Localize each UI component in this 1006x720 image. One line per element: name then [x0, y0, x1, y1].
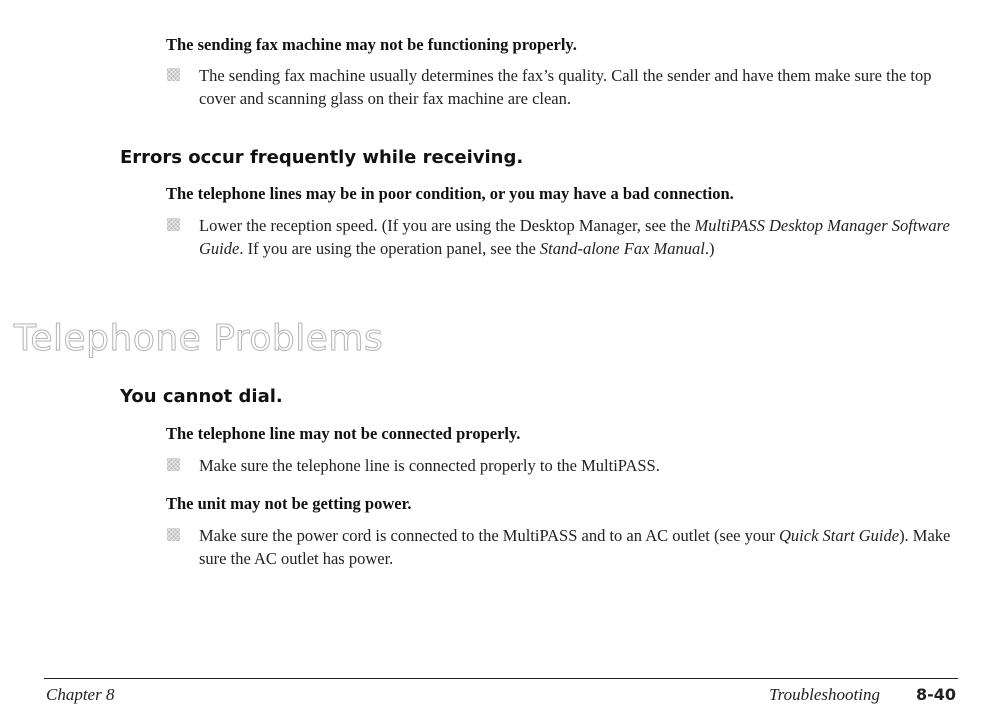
section-title: Telephone Problems	[14, 318, 384, 359]
manual-title: Stand-alone Fax Manual	[539, 239, 705, 258]
footer-section: Troubleshooting	[769, 685, 880, 704]
bullet-icon	[167, 528, 180, 541]
solution-clean-glass: The sending fax machine usually determines the fax’s quality. Call the sender and have them make sure the top cover and scanning glass on their fax machine are clean.	[199, 66, 932, 108]
solution-text: .)	[704, 239, 715, 258]
heading-errors-receiving: Errors occur frequently while receiving.	[120, 147, 524, 168]
cause-poor-lines: The telephone lines may be in poor condition, or you may have a bad connection.	[166, 184, 734, 203]
bullet-icon	[167, 68, 180, 81]
solution-check-power	[199, 524, 959, 570]
bullet-icon	[167, 458, 180, 471]
guide-title: MultiPASS Desktop Manager Software Guide	[199, 216, 950, 258]
cause-sending-fax: The sending fax machine may not be functioning properly.	[166, 35, 577, 54]
page-number: 8-40	[915, 685, 956, 704]
solution-check-line: Make sure the telephone line is connected properly to the MultiPASS.	[199, 456, 660, 475]
bullet-icon	[167, 218, 180, 231]
solution-text: . If you are using the operation panel, see the	[239, 239, 540, 258]
solution-text: Lower the reception speed. (If you are using the Desktop Manager, see the	[199, 216, 695, 235]
solution-lower-speed	[199, 214, 959, 260]
solution-text: ). Make sure the AC outlet has power.	[199, 526, 951, 568]
cause-no-power: The unit may not be getting power.	[166, 494, 412, 513]
heading-cannot-dial: You cannot dial.	[120, 386, 283, 407]
footer-rule	[44, 678, 958, 679]
solution-text: Make sure the power cord is connected to the MultiPASS and to an AC outlet (see your	[199, 526, 779, 545]
cause-line-not-connected: The telephone line may not be connected properly.	[166, 424, 521, 443]
footer-right	[769, 685, 956, 705]
footer-chapter: Chapter 8	[46, 685, 115, 704]
guide-title: Quick Start Guide	[779, 526, 900, 545]
